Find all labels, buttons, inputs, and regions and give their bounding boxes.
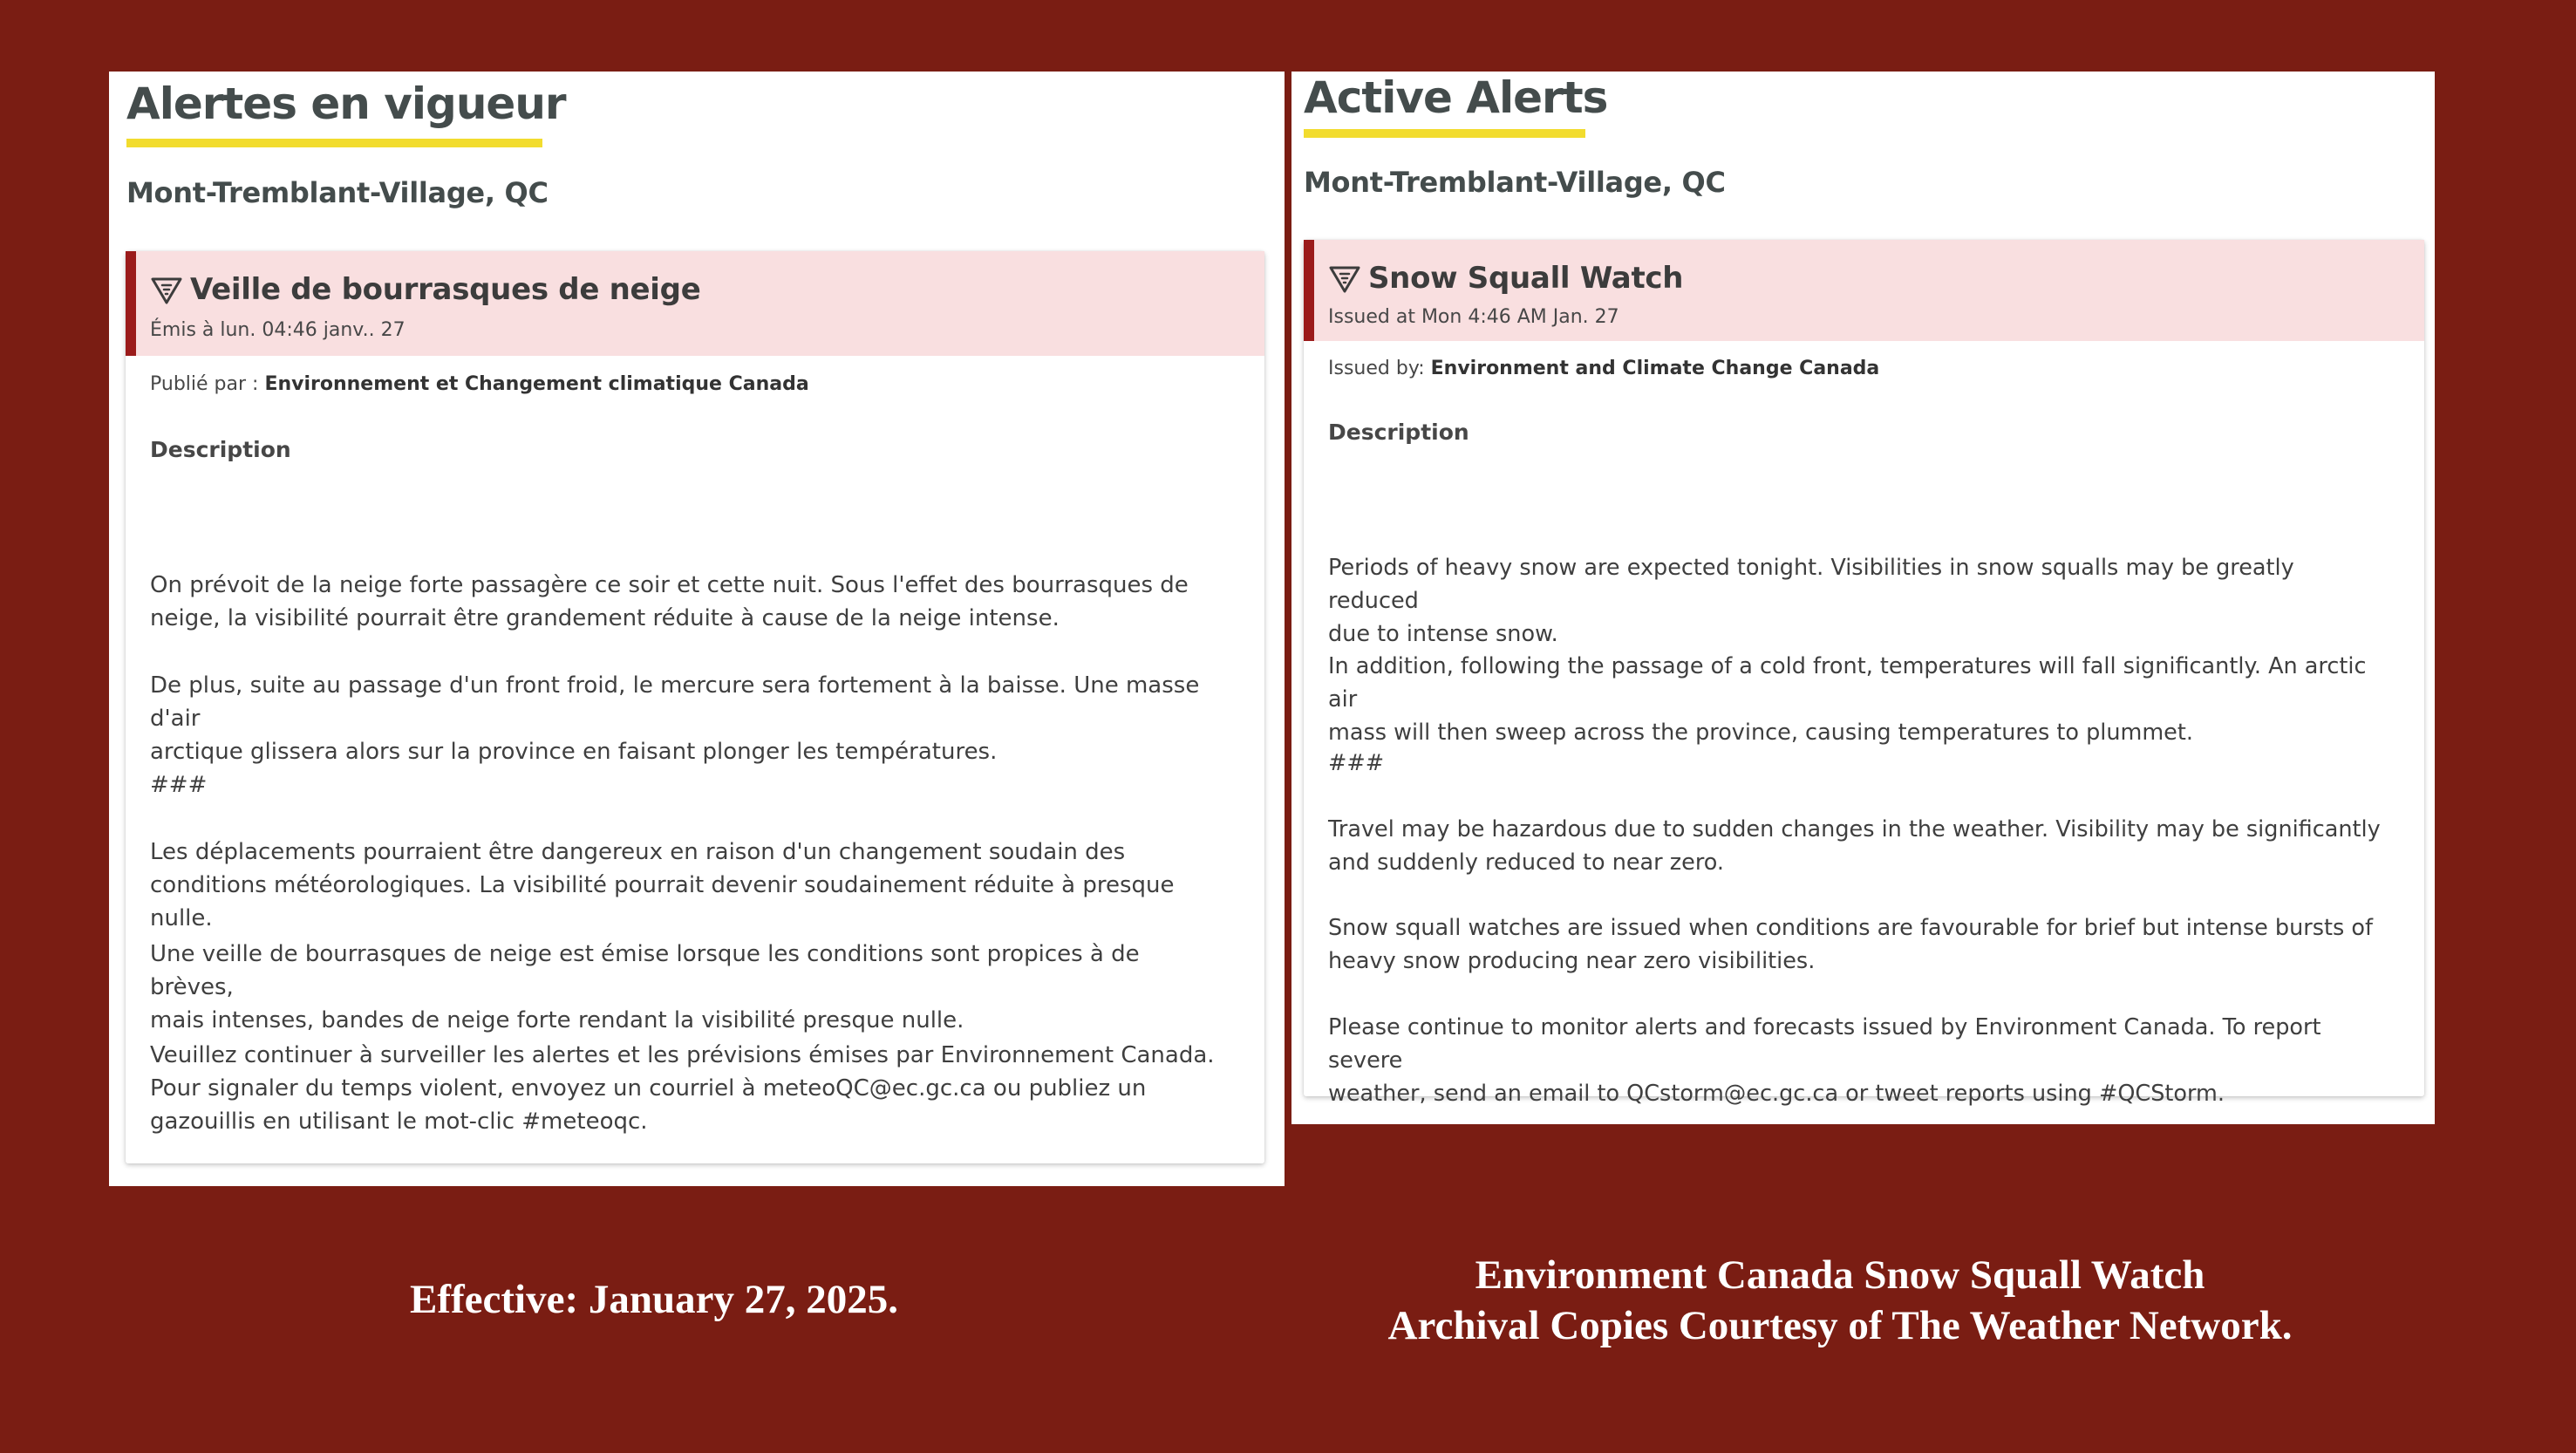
alert-title[interactable]: Veille de bourrasques de neige	[190, 272, 701, 307]
description-paragraph: Travel may be hazardous due to sudden changes in the weather. Visibility may be significantly and suddenly reduced to near zero.	[1328, 816, 2381, 876]
effective-date-caption: Effective: January 27, 2025.	[410, 1277, 898, 1322]
issued-time: Issued at Mon 4:46 AM Jan. 27	[1328, 306, 1619, 328]
title-underline	[1304, 129, 1585, 138]
alerts-panel-english	[1291, 72, 2435, 1124]
credit-line-1: Environment Canada Snow Squall Watch	[1475, 1252, 2205, 1298]
description-paragraph: Please continue to monitor alerts and forecasts issued by Environment Canada. To report severe weather, send an email to QCstorm@ec.gc.ca or tweet reports using #QCStorm.	[1328, 1014, 2321, 1107]
description-paragraph: Periods of heavy snow are expected tonight. Visibilities in snow squalls may be greatly reduced due to intense snow.	[1328, 555, 2294, 647]
page-title: Active Alerts	[1304, 72, 1608, 123]
alert-card-header	[126, 251, 1264, 356]
credit-line-2: Archival Copies Courtesy of The Weather Network.	[1387, 1303, 2293, 1348]
location-label: Mont-Tremblant-Village, QC	[126, 176, 549, 209]
description-heading: Description	[150, 437, 291, 462]
title-underline	[126, 139, 542, 147]
description-paragraph: Les déplacements pourraient être dangereux en raison d'un changement soudain des conditions météorologiques. La visibilité pourrait devenir soudainement réduite à presque nulle.	[150, 839, 1175, 931]
description-paragraph: On prévoit de la neige forte passagère ce soir et cette nuit. Sous l'effet des bourrasques de neige, la visibilité pourrait être grandement réduite à cause de la neige intense.	[150, 572, 1189, 631]
alert-card[interactable]	[1304, 240, 2424, 1107]
description-paragraph: Veuillez continuer à surveiller les alertes et les prévisions émises par Environnement Canada. Pour signaler du temps violent, envoyez un courriel à meteoQC@ec.gc.ca ou publiez un gazouillis en utilisant le mot-clic #meteoqc.	[150, 1042, 1215, 1135]
alerts-panel-french	[109, 72, 1285, 1186]
description-paragraph: Snow squall watches are issued when conditions are favourable for brief but intense bursts of heavy snow producing near zero visibilities.	[1328, 915, 2373, 974]
publisher-line	[1328, 358, 1879, 379]
squall-triangle-icon	[150, 276, 183, 305]
description-paragraph: Une veille de bourrasques de neige est émise lorsque les conditions sont propices à de brèves, mais intenses, bandes de neige forte rendant la visibilité presque nulle.	[150, 941, 1140, 1033]
description-paragraph: De plus, suite au passage d'un front froid, le mercure sera fortement à la baisse. Une masse d'air arctique glissera alors sur la province en faisant plonger les températures.	[150, 672, 1200, 765]
alert-title[interactable]: Snow Squall Watch	[1368, 261, 1684, 296]
issued-time: Émis à lun. 04:46 janv.. 27	[150, 319, 405, 341]
page-title: Alertes en vigueur	[126, 78, 566, 129]
publisher-name: Environment and Climate Change Canada	[1430, 358, 1880, 379]
description-separator: ###	[1328, 750, 1385, 776]
description-paragraph: In addition, following the passage of a cold front, temperatures will fall significantly. An arctic air mass will then sweep across the province, causing temperatures to plummet.	[1328, 653, 2367, 746]
publisher-name: Environnement et Changement climatique Canada	[264, 373, 809, 395]
description-heading: Description	[1328, 420, 1469, 445]
alert-card[interactable]	[126, 251, 1264, 1163]
publisher-label: Publié par :	[150, 373, 265, 395]
publisher-line	[150, 373, 809, 395]
squall-triangle-icon	[1328, 264, 1361, 294]
publisher-label: Issued by:	[1328, 358, 1431, 379]
description-separator: ###	[150, 772, 208, 798]
location-label: Mont-Tremblant-Village, QC	[1304, 166, 1726, 199]
alert-card-header	[1304, 240, 2424, 341]
credit-caption	[1273, 1250, 2407, 1351]
